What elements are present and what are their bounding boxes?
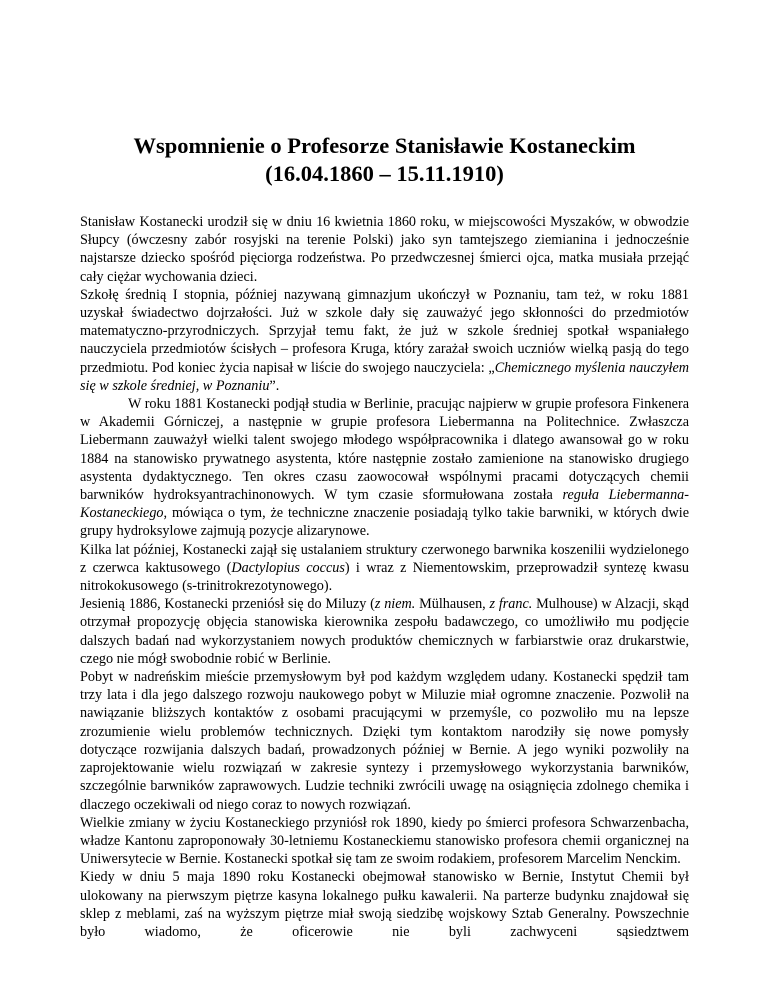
italic-text: Chemicznego myślenia nauczyłem się w szkole średniej, w Poznaniu [80,359,689,394]
paragraph-text: Jesienią 1886, Kostanecki przeniósł się do Miluzy ( [80,596,375,613]
paragraph [80,541,689,596]
paragraph [80,286,689,395]
paragraph-text: Pobyt w nadreńskim mieście przemysłowym był pod każdym względem udany. Kostanecki spędził tam trzy lata i dla jego dalszego rozwoju naukowego pobyt w Miluzie miał ogromne znaczenie. Pozwolił na nawiązanie bliższych kontaktów z osobami pracującymi w przemyśle, co pozwoliło mu na lepsze zrozumienie wielu problemów technicznych. Dzięki tym kontaktom narodziły się nowe pomysły dotyczące rozwijania dalszych badań, prowadzonych później w Bernie. A jego wyniki pozwoliły na zaprojektowanie wielu rozwiązań w zakresie syntezy i przemysłowego wykorzystania barwników, szczególnie barwników zaprawowych. Ludzie techniki zwrócili uwagę na osiągnięcia zdolnego chemika i dlaczego oczekiwali od niego coraz to nowych rozwiązań. [80,669,689,813]
paragraph-text: ”. [269,377,280,394]
paragraph-text: W roku 1881 Kostanecki podjął studia w Berlinie, pracując najpierw w grupie profesora Finkenera w Akademii Górniczej, a następnie w grupie profesora Liebermanna na Politechnice. Zwłaszcza Liebermann zauważył wielki talent swojego młodego współpracownika i dlatego awansował go w roku 1884 na stanowisko prywatnego asystenta, które następnie zostało zamienione na stanowisko drugiego asystenta dydaktycznego. Ten okres czasu zaowocował wspólnymi pracami dotyczących chemii barwników hydroksyantrachinonowych. W tym czasie sformułowana została [80,396,689,504]
paragraph-text: Wielkie zmiany w życiu Kostaneckiego przyniósł rok 1890, kiedy po śmierci profesora Schwarzenbacha, władze Kantonu zaproponowały 30-letniemu Kostaneckiemu stanowisko profesora chemii organicznej na Uniwersytecie w Bernie. Kostanecki spotkał się tam ze swoim rodakiem, profesorem Marcelim Nenckim. [80,814,689,868]
paragraph [80,595,689,668]
paragraph-text: Szkołę średnią I stopnia, później nazywaną gimnazjum ukończył w Poznaniu, tam też, w roku 1881 uzyskał świadectwo dojrzałości. Już w szkole dały się zauważyć jego skłonności do przedmiotów matematyczno-przyrodniczych. Sprzyjał temu fakt, że już w szkole średniej spotkał wspaniałego nauczyciela przedmiotów ścisłych – profesora Kruga, który zarażał swoich uczniów wielką pasją do tego przedmiotu. Pod koniec życia napisał w liście do swojego nauczyciela: „ [80,286,689,376]
paragraph-text: Kilka lat później, Kostanecki zajął się ustalaniem struktury czerwonego barwnika koszenilii wydzielonego z czerwca kaktusowego ( [80,541,689,576]
title-line-name: Wspomnienie o Profesorze Stanisławie Kostaneckim [133,133,636,158]
title-line-dates: (16.04.1860 – 15.11.1910) [265,161,504,186]
paragraph-text: , mówiąca o tym, że techniczne znaczenie posiadają tylko takie barwniki, w których dwie grupy hydroksylowe zajmują pozycje alizarynowe. [80,505,689,540]
paragraph-text: Mulhouse) w Alzacji, skąd otrzymał propozycję objęcia stanowiska kierownika zespołu badawczego, co umożliwiło mu podjęcie dalszych badań nad wykorzystaniem nowych produktów chemicznych w farbiarstwie oraz drukarstwie, czego nie mógł swobodnie robić w Berlinie. [80,596,689,667]
paragraph [80,814,689,869]
italic-text: Dactylopius coccus [231,559,345,576]
paragraphs [80,213,689,941]
paragraph [80,213,689,286]
paragraph [80,868,689,941]
italic-text: z franc. [489,596,533,613]
paragraph-text: ) i wraz z Niementowskim, przeprowadził syntezę kwasu nitrokokusowego (s-trinitrokrezotynowego). [80,559,690,595]
document-body [80,132,689,941]
document-title [80,132,689,188]
italic-text: z niem. [374,596,416,613]
paragraph-text: Mülhausen, [415,596,490,613]
italic-text: reguła Liebermanna-Kostaneckiego [80,487,689,522]
paragraph-text: Stanisław Kostanecki urodził się w dniu 16 kwietnia 1860 roku, w miejscowości Myszaków, w obwodzie Słupcy (ówczesny zabór rosyjski na terenie Polski) jako syn tamtejszego ziemianina i jednocześnie najstarsze dziecko spośród pięciorga rodzeństwa. Po przedwczesnej śmierci ojca, matka musiała przejąć cały ciężar wychowania dzieci. [80,214,689,285]
paragraph [80,668,689,814]
paragraph [80,395,689,541]
paragraph-text: Kiedy w dniu 5 maja 1890 roku Kostanecki obejmował stanowisko w Bernie, Instytut Chemii był ulokowany na pierwszym piętrze kasyna lokalnego pułku kawalerii. Na parterze budynku znajdował się sklep z meblami, zaś na wyższym piętrze miał swoją siedzibę wojskowy Sztab Generalny. Powszechnie było wiadomo, że oficerowie nie byli zachwyceni sąsiedztwem [80,869,689,940]
